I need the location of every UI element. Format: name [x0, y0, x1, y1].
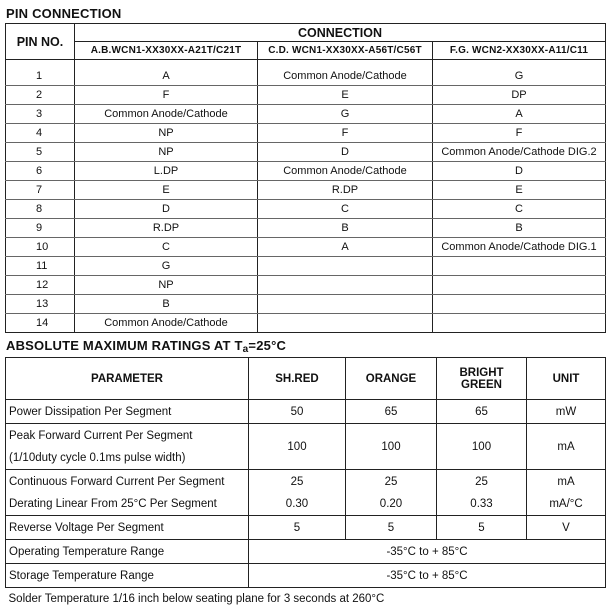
connection-fg: DP	[433, 86, 606, 105]
connection-fg	[433, 314, 606, 333]
reverse-shred: 5	[249, 516, 346, 540]
table-row	[6, 400, 606, 424]
pin-number: 11	[6, 257, 75, 276]
derating-orange: 0.20	[346, 494, 437, 516]
absolute-max-title-sub: a	[242, 344, 249, 355]
connection-ab: A	[75, 67, 258, 86]
connection-cd: D	[258, 143, 433, 162]
table-row	[6, 564, 606, 588]
pin-rows	[6, 67, 606, 333]
connection-cd: E	[258, 86, 433, 105]
table-row	[6, 67, 606, 86]
solder-temperature: Solder Temperature 1/16 inch below seating plane for 3 seconds at 260°C	[6, 588, 606, 611]
reverse-param: Reverse Voltage Per Segment	[6, 516, 249, 540]
connection-ab: L.DP	[75, 162, 258, 181]
table-row	[6, 314, 606, 333]
orange-header: ORANGE	[346, 358, 437, 400]
connection-ab: NP	[75, 124, 258, 143]
power-unit: mW	[527, 400, 606, 424]
pin-number: 7	[6, 181, 75, 200]
table-row	[6, 540, 606, 564]
bright-green-header-line1: BRIGHT	[459, 366, 504, 379]
derating-unit: mA/°C	[527, 494, 606, 516]
pin-connection-table	[5, 23, 606, 333]
connection-ab: E	[75, 181, 258, 200]
pin-number: 1	[6, 67, 75, 86]
pin-number: 12	[6, 276, 75, 295]
parameter-header: PARAMETER	[6, 358, 249, 400]
connection-ab: NP	[75, 276, 258, 295]
pin-connection-title: PIN CONNECTION	[6, 6, 122, 21]
table-row	[6, 124, 606, 143]
table-row	[6, 86, 606, 105]
connection-cd: Common Anode/Cathode	[258, 67, 433, 86]
connection-fg: B	[433, 219, 606, 238]
absolute-max-title	[6, 338, 286, 355]
connection-ab: G	[75, 257, 258, 276]
table-row	[6, 200, 606, 219]
power-green: 65	[437, 400, 527, 424]
connection-ab: B	[75, 295, 258, 314]
continuous-shred: 25	[249, 470, 346, 494]
connection-fg: G	[433, 67, 606, 86]
connection-fg	[433, 276, 606, 295]
connection-cd: B	[258, 219, 433, 238]
connection-ab: D	[75, 200, 258, 219]
power-orange: 65	[346, 400, 437, 424]
connection-cd: R.DP	[258, 181, 433, 200]
continuous-orange: 25	[346, 470, 437, 494]
peak-param	[6, 424, 249, 470]
pin-no-header: PIN NO.	[6, 24, 75, 60]
table-row	[6, 181, 606, 200]
connection-cd	[258, 314, 433, 333]
pin-number: 14	[6, 314, 75, 333]
pin-number: 3	[6, 105, 75, 124]
storage-value: -35°C to + 85°C	[249, 564, 606, 588]
connection-cd: A	[258, 238, 433, 257]
table-row	[6, 219, 606, 238]
connection-fg: A	[433, 105, 606, 124]
continuous-unit: mA	[527, 470, 606, 494]
table-row	[6, 588, 606, 611]
connection-fg: Common Anode/Cathode DIG.1	[433, 238, 606, 257]
connection-fg: Common Anode/Cathode DIG.2	[433, 143, 606, 162]
power-param: Power Dissipation Per Segment	[6, 400, 249, 424]
connection-cd: C	[258, 200, 433, 219]
table-row	[6, 257, 606, 276]
connection-fg: D	[433, 162, 606, 181]
peak-orange: 100	[346, 424, 437, 470]
connection-fg: F	[433, 124, 606, 143]
table-row	[6, 162, 606, 181]
connection-ab: Common Anode/Cathode	[75, 314, 258, 333]
derating-shred: 0.30	[249, 494, 346, 516]
connection-fg: C	[433, 200, 606, 219]
table-row	[6, 105, 606, 124]
bright-green-header-line2: GREEN	[461, 378, 502, 391]
connection-cd: G	[258, 105, 433, 124]
connection-ab: F	[75, 86, 258, 105]
power-shred: 50	[249, 400, 346, 424]
peak-green: 100	[437, 424, 527, 470]
table-row	[6, 276, 606, 295]
pin-number: 10	[6, 238, 75, 257]
table-row	[6, 295, 606, 314]
pin-number: 13	[6, 295, 75, 314]
pin-number: 4	[6, 124, 75, 143]
absolute-max-title-main: ABSOLUTE MAXIMUM RATINGS AT T	[6, 338, 243, 353]
column-header-cd: C.D. WCN1-XX30XX-A56T/C56T	[258, 42, 433, 60]
table-row	[6, 424, 606, 470]
column-header-fg: F.G. WCN2-XX30XX-A11/C11	[433, 42, 606, 60]
pin-number: 8	[6, 200, 75, 219]
table-row	[6, 494, 606, 516]
reverse-orange: 5	[346, 516, 437, 540]
derating-param: Derating Linear From 25°C Per Segment	[6, 494, 249, 516]
connection-fg	[433, 295, 606, 314]
connection-cd	[258, 257, 433, 276]
connection-fg	[433, 257, 606, 276]
connection-ab: Common Anode/Cathode	[75, 105, 258, 124]
pin-number: 5	[6, 143, 75, 162]
connection-cd: F	[258, 124, 433, 143]
bright-green-header	[437, 358, 527, 400]
storage-param: Storage Temperature Range	[6, 564, 249, 588]
derating-green: 0.33	[437, 494, 527, 516]
operating-value: -35°C to + 85°C	[249, 540, 606, 564]
pin-number: 6	[6, 162, 75, 181]
continuous-param: Continuous Forward Current Per Segment	[6, 470, 249, 494]
connection-header: CONNECTION	[75, 24, 606, 42]
absolute-max-title-end: =25°C	[248, 338, 287, 353]
connection-cd	[258, 295, 433, 314]
connection-cd: Common Anode/Cathode	[258, 162, 433, 181]
connection-ab: NP	[75, 143, 258, 162]
table-row	[6, 516, 606, 540]
peak-param-line1: Peak Forward Current Per Segment	[9, 429, 193, 442]
column-header-ab: A.B.WCN1-XX30XX-A21T/C21T	[75, 42, 258, 60]
connection-cd	[258, 276, 433, 295]
pin-number: 9	[6, 219, 75, 238]
reverse-green: 5	[437, 516, 527, 540]
connection-ab: C	[75, 238, 258, 257]
absolute-max-table	[5, 357, 606, 611]
peak-unit: mA	[527, 424, 606, 470]
shred-header: SH.RED	[249, 358, 346, 400]
peak-shred: 100	[249, 424, 346, 470]
peak-param-line2: (1/10duty cycle 0.1ms pulse width)	[9, 451, 186, 464]
table-row	[6, 238, 606, 257]
connection-ab: R.DP	[75, 219, 258, 238]
table-row	[6, 470, 606, 494]
unit-header: UNIT	[527, 358, 606, 400]
pin-number: 2	[6, 86, 75, 105]
operating-param: Operating Temperature Range	[6, 540, 249, 564]
reverse-unit: V	[527, 516, 606, 540]
continuous-green: 25	[437, 470, 527, 494]
connection-fg: E	[433, 181, 606, 200]
table-row	[6, 143, 606, 162]
